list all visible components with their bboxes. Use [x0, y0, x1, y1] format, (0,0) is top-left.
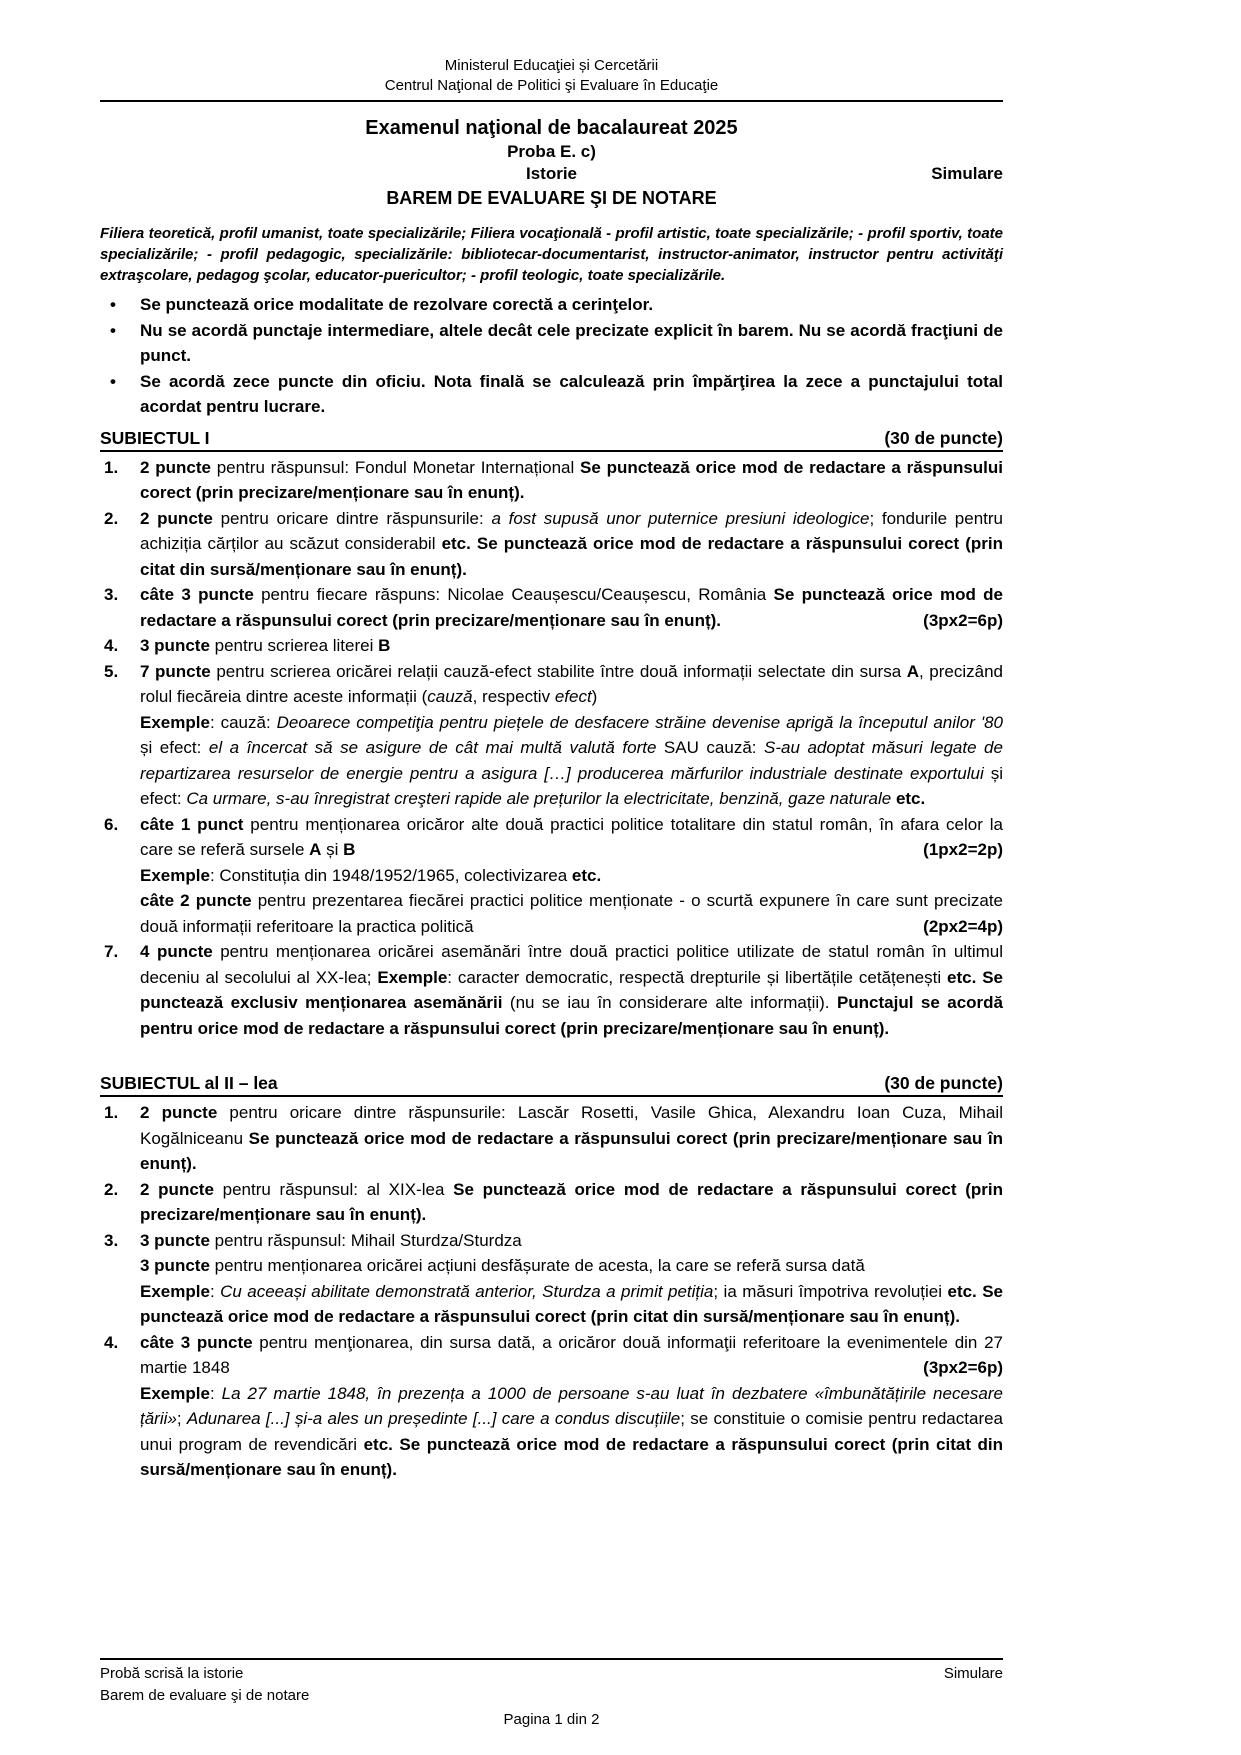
text-segment: Exemple: [140, 865, 210, 885]
item-paragraph: [140, 633, 1003, 659]
text-segment: , respectiv: [472, 687, 555, 707]
points-tag: (2px2=4p): [923, 916, 1003, 936]
text-segment: și efect:: [140, 763, 1004, 809]
points-tag: (3px2=6p): [923, 1358, 1003, 1378]
item-body: [140, 1228, 1003, 1330]
text-segment: câte 3 puncte: [140, 585, 254, 605]
item-number: 2.: [104, 1179, 119, 1199]
text-segment: 7 puncte: [140, 661, 211, 681]
text-segment: 2 puncte: [140, 1103, 218, 1123]
item-body: [140, 939, 1003, 1041]
text-segment: Adunarea [...] și-a ales un președinte [...] care a condus discuțiile: [186, 1409, 681, 1429]
text-segment: pentru oricare dintre răspunsurile: Lascăr Rosetti, Vasile Ghica, Alexandru Ioan Cuza, Mihail Kogălniceanu: [140, 1103, 1003, 1148]
text-segment: 3 puncte: [140, 636, 210, 656]
text-segment: 2 puncte: [140, 508, 213, 528]
bullet-icon: •: [110, 320, 116, 340]
text-segment: Exemple: [140, 1281, 210, 1301]
text-segment: B: [343, 840, 356, 860]
item-paragraph: [140, 1381, 1003, 1483]
answer-item: [100, 939, 1003, 1041]
text-segment: cauză: [427, 687, 473, 707]
item-body: [140, 582, 1003, 633]
text-segment: 2 puncte: [140, 457, 211, 477]
text-segment: câte 2 puncte: [140, 891, 252, 911]
item-paragraph: [140, 1177, 1003, 1228]
item-paragraph: [140, 659, 1003, 710]
rule-item: [100, 369, 1003, 420]
text-segment: Nu se acordă punctaje intermediare, altele decât cele precizate explicit în barem. Nu se acordă fracţiuni de punct.: [140, 320, 1003, 366]
subject-section: [100, 428, 1003, 1042]
footer-left: [100, 1663, 309, 1707]
text-segment: etc.: [571, 865, 602, 885]
item-number: 6.: [104, 814, 119, 834]
item-paragraph: [140, 710, 1003, 812]
text-segment: pentru menţionarea, din sursa dată, a oricăror două informaţii referitoare la evenimentele din 27 martie 1848: [140, 1332, 1003, 1378]
section-title: SUBIECTUL al II – lea: [100, 1073, 278, 1094]
text-segment: Ca urmare, s-au înregistrat creşteri rapide ale prețurilor la electricitate, benzină, gaze naturale: [186, 789, 892, 809]
item-number: 4.: [104, 1332, 119, 1352]
text-segment: La 27 martie 1848, în prezența a 1000 de persoane s-au luat în dezbatere «îmbunătățirile necesare țării»: [140, 1383, 1003, 1429]
item-number: 4.: [104, 636, 119, 656]
text-segment: Se punctează orice mod de redactare a răspunsului corect (prin precizare/menționare sau în enunț).: [140, 585, 1003, 630]
text-segment: SAU cauză:: [656, 738, 765, 758]
rule-text: [140, 369, 1003, 420]
exam-session: Simulare: [931, 164, 1003, 184]
text-segment: pentru prezentarea fiecărei practici politice menționate - o scurtă expunere în care sunt precizate două informații referitoare la practica politică: [140, 891, 1004, 936]
text-segment: pentru menționarea oricărei acțiuni desfășurate de acesta, la care se referă sursa dată: [209, 1256, 865, 1276]
text-segment: A: [309, 840, 322, 860]
bullet-icon: •: [110, 295, 116, 315]
section-title: SUBIECTUL I: [100, 427, 210, 448]
item-paragraph: [140, 888, 1003, 939]
item-paragraph: [140, 1100, 1003, 1177]
text-segment: pentru răspunsul: Fondul Monetar Internațional: [210, 457, 581, 477]
answer-item: [100, 1330, 1003, 1483]
text-segment: câte 1 punct: [140, 814, 244, 834]
exam-title: Examenul naţional de bacalaureat 2025: [365, 116, 738, 139]
text-segment: Se punctează orice mod de redactare a răspunsului corect (prin precizare/menționare sau în enunț).: [140, 1179, 1004, 1225]
text-segment: A: [906, 661, 919, 681]
item-paragraph: [140, 863, 1003, 889]
points-tag: (1px2=2p): [923, 840, 1003, 860]
text-segment: : caracter democratic, respectă drepturile și libertățile cetățenești: [447, 967, 948, 987]
ministry-line2: Centrul Naţional de Politici şi Evaluare în Educaţie: [384, 77, 719, 95]
item-body: [140, 1177, 1003, 1228]
item-body: [140, 1330, 1003, 1483]
item-paragraph: [140, 1279, 1003, 1330]
item-body: [140, 506, 1003, 583]
text-segment: 4 puncte: [140, 942, 213, 962]
text-segment: Se punctează orice modalitate de rezolvare corectă a cerinţelor.: [140, 295, 654, 315]
general-rules-list: [100, 292, 1003, 420]
exam-subject: Istorie: [525, 164, 578, 184]
text-segment: 2 puncte: [140, 1179, 214, 1199]
text-segment: câte 3 puncte: [140, 1332, 253, 1352]
item-number: 2.: [104, 508, 119, 528]
text-segment: Exemple: [377, 967, 448, 987]
item-body: [140, 633, 1003, 659]
text-segment: Cu aceeași abilitate demonstrată anterior, Sturdza a primit petiția: [220, 1281, 714, 1301]
answer-item: [100, 582, 1003, 633]
text-segment: : Constituția din 1948/1952/1965, colectivizarea: [209, 865, 572, 885]
text-segment: Exemple: [140, 712, 210, 732]
item-number: 1.: [104, 457, 119, 477]
text-segment: etc. Se punctează exclusiv menționarea asemănării: [140, 967, 1003, 1013]
answer-item: [100, 633, 1003, 659]
text-segment: ): [591, 687, 598, 707]
text-segment: Exemple: [140, 1383, 210, 1403]
footer-subject-line: Probă scrisă la istorie: [100, 1664, 244, 1682]
text-segment: etc. Se punctează orice mod de redactare a răspunsului corect (prin citat din sursă/menționare sau în enunț).: [140, 1281, 1004, 1327]
bullet-icon: •: [110, 371, 116, 391]
text-segment: Punctajul se acordă pentru orice mod de redactare a răspunsului corect (prin precizare/menționare sau în enunț).: [140, 993, 1003, 1038]
answer-item: [100, 812, 1003, 940]
answer-item: [100, 1228, 1003, 1330]
rule-text: [140, 318, 1003, 369]
text-segment: (nu se iau în considerare alte informații).: [502, 993, 837, 1013]
text-segment: pentru fiecare răspuns: Nicolae Ceaușescu/Ceaușescu, România: [253, 585, 774, 605]
text-segment: Filiera teoretică, profil umanist, toate specializările; Filiera vocaţională - profil artistic, toate specializările; - profil sportiv, toate specializările; - profil pedagogic, specializările: bibliotecar-documentarist, instructor-animator, instructor pentru activităţi extraşcolare, pedagog şcolar, educator-puericultor; - profil teologic, toate specializările.: [100, 224, 1003, 285]
item-paragraph: [140, 1228, 1003, 1254]
item-paragraph: [140, 939, 1003, 1041]
text-segment: etc. Se punctează orice mod de redactare a răspunsului corect (prin citat din sursă/menționare sau în enunț).: [140, 1434, 1003, 1480]
subject-row: [100, 163, 1003, 186]
text-segment: pentru răspunsul: al XIX-lea: [213, 1179, 454, 1199]
item-number: 3.: [104, 585, 119, 605]
page-number: Pagina 1 din 2: [503, 1711, 600, 1729]
section-points: (30 de puncte): [884, 427, 1003, 448]
item-number: 7.: [104, 942, 119, 962]
text-segment: ; fondurile pentru achiziția cărților au scăzut considerabil: [140, 508, 1003, 554]
text-segment: a fost supusă unor puternice presiuni ideologice: [491, 508, 870, 528]
text-segment: S-au adoptat măsuri legate de repartizarea resurselor de energie pentru a asigura […] producerea mărfurilor industriale destinate exportului: [140, 738, 1003, 783]
text-segment: Se punctează orice mod de redactare a răspunsului corect (prin precizare/menționare sau în enunț).: [140, 1128, 1003, 1174]
text-segment: pentru scrierea oricărei relații cauză-efect stabilite între două informații selectate din sursa: [210, 661, 907, 681]
barem-title: BAREM DE EVALUARE ŞI DE NOTARE: [386, 188, 717, 209]
text-segment: :: [209, 1281, 221, 1301]
answer-item: [100, 1100, 1003, 1177]
section-heading: [100, 428, 1003, 452]
text-segment: :: [209, 1383, 222, 1403]
item-paragraph: [140, 582, 1003, 633]
answer-item: [100, 455, 1003, 506]
text-segment: și efect:: [140, 738, 209, 758]
text-segment: 3 puncte: [140, 1256, 210, 1276]
text-segment: Se punctează orice mod de redactare a răspunsului corect (prin precizare/menționare sau în enunț).: [140, 457, 1003, 503]
item-paragraph: [140, 1330, 1003, 1381]
text-segment: , precizând rolul fiecăreia dintre aceste informații (: [140, 661, 1003, 707]
ministry-header: [100, 56, 1003, 102]
text-segment: etc. Se punctează orice mod de redactare a răspunsului corect (prin citat din sursă/menționare sau în enunț).: [140, 534, 1004, 579]
item-body: [140, 659, 1003, 812]
footer-row: [100, 1663, 1003, 1707]
item-paragraph: [140, 455, 1003, 506]
text-segment: pentru menționarea oricăror alte două practici politice totalitare din statul român, în afara celor la care se referă sursele: [140, 814, 1003, 860]
item-number: 5.: [104, 661, 119, 681]
answer-item: [100, 1177, 1003, 1228]
text-segment: ;: [176, 1409, 187, 1429]
text-segment: ; se constituie o comisie pentru redactarea unui program de revendicări: [140, 1409, 1004, 1454]
item-paragraph: [140, 812, 1003, 863]
text-segment: Se acordă zece puncte din oficiu. Nota finală se calculează prin împărţirea la zece a punctajului total acordat pentru lucrare.: [140, 371, 1003, 417]
ministry-line1: Ministerul Educaţiei și Cercetării: [444, 57, 659, 74]
answer-item: [100, 506, 1003, 583]
text-segment: ; ia măsuri împotriva revoluției: [713, 1281, 948, 1301]
text-segment: și: [321, 840, 344, 860]
exam-proba: Proba E. c): [507, 141, 596, 161]
text-segment: 3 puncte: [140, 1230, 210, 1250]
item-number: 3.: [104, 1230, 119, 1250]
page-footer: [100, 1658, 1003, 1731]
subject-section: [100, 1073, 1003, 1483]
item-number: 1.: [104, 1103, 119, 1123]
sections-container: [100, 428, 1003, 1483]
text-segment: pentru scrierea literei: [209, 636, 379, 656]
rule-text: [140, 292, 1003, 318]
text-segment: etc.: [891, 789, 926, 809]
text-segment: efect: [554, 687, 592, 707]
text-segment: pentru răspunsul: Mihail Sturdza/Sturdza: [209, 1230, 522, 1250]
text-segment: : cauză:: [209, 712, 277, 732]
item-body: [140, 455, 1003, 506]
text-segment: Deoarece competiţia pentru piețele de desfacere străine devenise aprigă la începutul anilor '80: [276, 712, 1003, 732]
item-paragraph: [140, 1253, 1003, 1279]
text-segment: B: [378, 636, 391, 656]
text-segment: pentru oricare dintre răspunsurile:: [212, 508, 492, 528]
rule-item: [100, 318, 1003, 369]
title-block: [100, 115, 1003, 212]
rule-item: [100, 292, 1003, 318]
section-heading: [100, 1073, 1003, 1097]
item-body: [140, 812, 1003, 940]
footer-barem-line: Barem de evaluare şi de notare: [100, 1686, 310, 1704]
points-tag: (3px2=6p): [923, 610, 1003, 630]
answer-item: [100, 659, 1003, 812]
text-segment: pentru menționarea oricărei asemănări între două practici politice utilizate de statul român în ultimul deceniu al secolului al XX-lea;: [140, 942, 1003, 987]
section-points: (30 de puncte): [884, 1073, 1003, 1094]
footer-session: Simulare: [943, 1664, 1003, 1682]
item-body: [140, 1100, 1003, 1177]
filiera-paragraph: [100, 223, 1003, 287]
item-paragraph: [140, 506, 1003, 583]
text-segment: el a încercat să se asigure de cât mai multă valută forte: [208, 738, 657, 758]
